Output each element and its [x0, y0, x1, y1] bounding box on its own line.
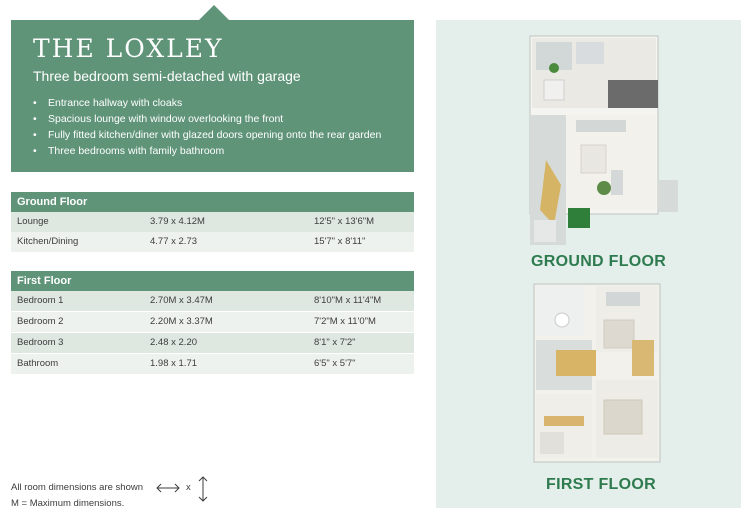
table-row: [11, 312, 414, 332]
room-metric: 2.20M x 3.37M: [150, 316, 213, 327]
room-metric: 2.70M x 3.47M: [150, 295, 213, 306]
dimensions-note: [11, 482, 143, 493]
feature-item: • Fully fitted kitchen/diner with glazed doors opening onto the rear garden: [33, 127, 381, 143]
table-row: [11, 291, 414, 311]
room-imperial: 8'1" x 7'2": [314, 337, 356, 348]
ground-floor-heading: Ground Floor: [11, 192, 414, 212]
table-row: [11, 212, 414, 232]
room-imperial: 7'2"M x 11'0"M: [314, 316, 376, 327]
room-imperial: 12'5" x 13'6"M: [314, 216, 375, 227]
first-floor-plan-image: [436, 20, 741, 508]
dimensions-note-text: All room dimensions are shown: [11, 482, 144, 493]
room-name: Lounge: [17, 216, 49, 227]
first-floor-label: FIRST FLOOR: [546, 476, 656, 493]
property-header: [11, 20, 414, 172]
room-name: Kitchen/Dining: [17, 236, 79, 247]
room-metric: 4.77 x 2.73: [150, 236, 198, 247]
dimensions-x: x: [186, 482, 191, 493]
ground-floor-label: GROUND FLOOR: [531, 253, 667, 270]
feature-list: [33, 95, 381, 159]
room-imperial: 8'10"M x 11'4"M: [314, 295, 382, 306]
property-subtitle: Three bedroom semi-detached with garage: [33, 68, 301, 84]
room-name: Bedroom 1: [17, 295, 64, 306]
table-row: [11, 333, 414, 353]
maximum-note: M = Maximum dimensions.: [11, 498, 125, 509]
floor-plan-panel: [436, 20, 741, 508]
room-metric: 1.98 x 1.71: [150, 358, 198, 369]
table-row: [11, 232, 414, 252]
room-name: Bedroom 2: [17, 316, 64, 327]
feature-item: • Three bedrooms with family bathroom: [33, 143, 381, 159]
room-metric: 3.79 x 4.12M: [150, 216, 205, 227]
dimension-arrows-icon: [155, 476, 213, 502]
room-imperial: 15'7" x 8'11": [314, 236, 366, 247]
room-imperial: 6'5" x 5'7": [314, 358, 356, 369]
feature-item: • Spacious lounge with window overlooking the front: [33, 111, 381, 127]
header-notch: [199, 5, 229, 20]
table-row: [11, 354, 414, 374]
property-title: THE LOXLEY: [33, 34, 224, 63]
first-floor-heading: First Floor: [11, 271, 414, 291]
feature-item: • Entrance hallway with cloaks: [33, 95, 381, 111]
room-name: Bedroom 3: [17, 337, 64, 348]
room-metric: 2.48 x 2.20: [150, 337, 198, 348]
room-name: Bathroom: [17, 358, 59, 369]
